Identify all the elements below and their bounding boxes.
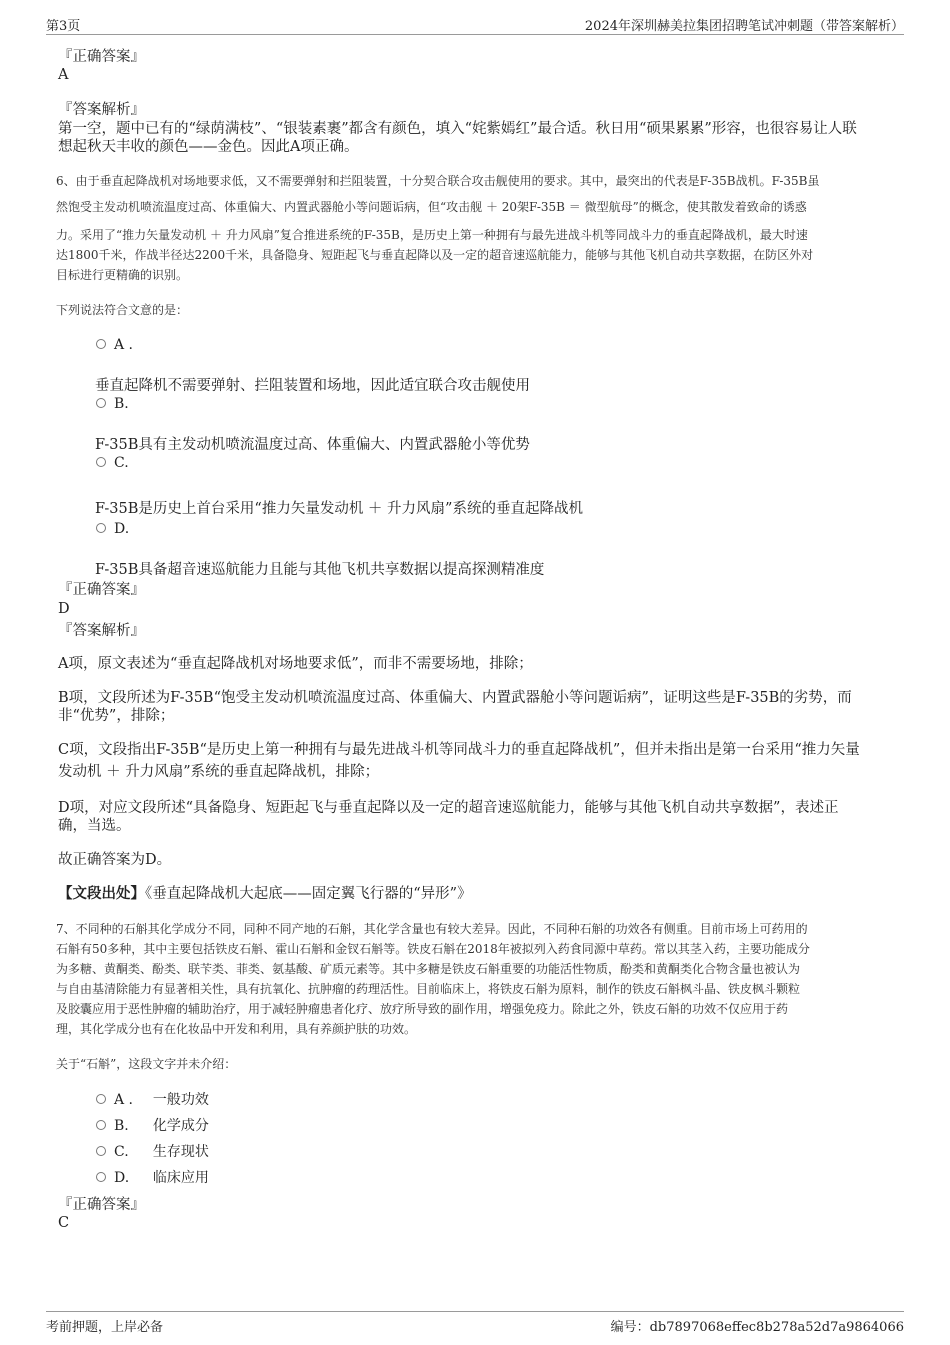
page-number: 第3页 bbox=[46, 19, 81, 34]
option-b[interactable] bbox=[96, 1115, 209, 1135]
option-text: F-35B具备超音速巡航能力且能与其他飞机共享数据以提高探测精准度 bbox=[95, 562, 545, 578]
option-d[interactable] bbox=[96, 1167, 209, 1187]
analysis-line: A项，原文表述为“垂直起降战机对场地要求低”，而非不需要场地，排除； bbox=[58, 656, 533, 672]
analysis-line: 非“优势”，排除； bbox=[58, 708, 175, 724]
document-code: 编号：db7897068effec8b278a52d7a9864066 bbox=[610, 1320, 904, 1335]
analysis-line: 想起秋天丰收的颜色——金色。因此A项正确。 bbox=[58, 139, 359, 155]
radio-icon[interactable] bbox=[96, 1094, 106, 1104]
radio-icon[interactable] bbox=[96, 1172, 106, 1182]
analysis-line: 确，当选。 bbox=[58, 818, 131, 834]
option-text: F-35B是历史上首台采用“推力矢量发动机 ＋ 升力风扇”系统的垂直起降战机 bbox=[95, 501, 583, 517]
radio-icon[interactable] bbox=[96, 457, 106, 467]
radio-icon[interactable] bbox=[96, 1146, 106, 1156]
analysis-line: C项，文段指出F-35B“是历史上第一种拥有与最先进战斗机等同战斗力的垂直起降战机”，但并未指出是第一台采用“推力矢量 bbox=[58, 742, 860, 758]
answer-heading: 『正确答案』 bbox=[58, 582, 145, 598]
passage-line: 7、不同种的石斛其化学成分不同，同种不同产地的石斛，其化学含量也有较大差异。因此，不同种石斛的功效各有侧重。目前市场上可药用的 bbox=[56, 922, 808, 936]
option-text: 一般功效 bbox=[152, 1092, 209, 1108]
passage-line: 理，其化学成分也有在化妆品中开发和利用，具有养颜护肤的功效。 bbox=[56, 1022, 417, 1036]
radio-icon[interactable] bbox=[96, 339, 106, 349]
passage-line: 目标进行更精确的识别。 bbox=[56, 268, 189, 282]
answer-value: D bbox=[58, 601, 70, 617]
option-text: 垂直起降机不需要弹射、拦阻装置和场地，因此适宜联合攻击舰使用 bbox=[95, 378, 530, 394]
option-c[interactable] bbox=[96, 455, 129, 471]
analysis-line: 发动机 ＋ 升力风扇”系统的垂直起降战机，排除； bbox=[58, 764, 380, 780]
source-line bbox=[58, 885, 472, 903]
option-label: C. bbox=[114, 455, 129, 471]
page-footer bbox=[46, 1311, 904, 1336]
option-a[interactable] bbox=[96, 1089, 209, 1109]
analysis-line: 第一空，题中已有的“绿荫满枝”、“银装素裹”都含有颜色，填入“姹紫嫣红”最合适。秋日用“硕果累累”形容，也很容易让人联 bbox=[58, 121, 857, 137]
answer-heading: 『正确答案』 bbox=[58, 1197, 145, 1213]
passage-line: 力。采用了“推力矢量发动机 ＋ 升力风扇”复合推进系统的F-35B，是历史上第一种拥有与最先进战斗机等同战斗力的垂直起降战机，最大时速 bbox=[56, 228, 808, 242]
option-d[interactable] bbox=[96, 521, 129, 537]
answer-value: A bbox=[58, 67, 69, 83]
option-label: A . bbox=[114, 1092, 134, 1108]
option-text: 生存现状 bbox=[152, 1144, 209, 1160]
passage-line: 6、由于垂直起降战机对场地要求低，又不需要弹射和拦阻装置，十分契合联合攻击舰使用的要求。其中，最突出的代表是F-35B战机。F-35B虽 bbox=[56, 174, 820, 188]
radio-icon[interactable] bbox=[96, 523, 106, 533]
option-a[interactable] bbox=[96, 337, 133, 353]
option-label: D. bbox=[114, 1170, 130, 1186]
option-label: D. bbox=[114, 521, 130, 537]
analysis-line: D项，对应文段所述“具备隐身、短距起飞与垂直起降以及一定的超音速巡航能力，能够与其他飞机自动共享数据”，表述正 bbox=[58, 800, 839, 816]
source-label: 【文段出处】 bbox=[58, 885, 145, 902]
passage-line: 及胶囊应用于恶性肿瘤的辅助治疗，用于减轻肿瘤患者化疗、放疗所导致的副作用，增强免疫力。除此之外，铁皮石斛的功效不仅应用于药 bbox=[56, 1002, 789, 1016]
passage-line: 然饱受主发动机喷流温度过高、体重偏大、内置武器舱小等问题诟病，但“攻击舰 ＋ 20架F-35B ＝ 微型航母”的概念，使其散发着致命的诱惑 bbox=[56, 200, 807, 214]
option-label: C. bbox=[114, 1144, 129, 1160]
question-prompt: 关于“石斛”，这段文字并未介绍： bbox=[56, 1057, 237, 1071]
answer-value: C bbox=[58, 1215, 70, 1231]
analysis-heading: 『答案解析』 bbox=[58, 623, 145, 639]
option-label: B. bbox=[114, 1118, 129, 1134]
passage-line: 石斛有50多种，其中主要包括铁皮石斛、霍山石斛和金钗石斛等。铁皮石斛在2018年被拟列入药食同源中草药。常以其茎入药，主要功能成分 bbox=[56, 942, 810, 956]
document-title: 2024年深圳赫美拉集团招聘笔试冲刺题（带答案解析） bbox=[584, 19, 904, 34]
analysis-line: 故正确答案为D。 bbox=[58, 852, 172, 868]
option-label: B. bbox=[114, 396, 129, 412]
passage-line: 达1800千米，作战半径达2200千米，具备隐身、短距起飞与垂直起降以及一定的超音速巡航能力，能够与其他飞机自动共享数据，在防区外对 bbox=[56, 248, 814, 262]
passage-line: 与自由基清除能力有显著相关性，具有抗氧化、抗肿瘤的药理活性。目前临床上，将铁皮石斛为原料，制作的铁皮石斛枫斗晶、铁皮枫斗颗粒 bbox=[56, 982, 801, 996]
radio-icon[interactable] bbox=[96, 1120, 106, 1130]
option-text: 化学成分 bbox=[152, 1118, 209, 1134]
option-label: A . bbox=[114, 337, 134, 353]
question-prompt: 下列说法符合文意的是： bbox=[56, 303, 189, 317]
passage-line: 为多糖、黄酮类、酚类、联苄类、菲类、氨基酸、矿质元素等。其中多糖是铁皮石斛重要的功能活性物质，酚类和黄酮类化合物含量也被认为 bbox=[56, 962, 801, 976]
answer-heading: 『正确答案』 bbox=[58, 49, 145, 65]
source-text: 《垂直起降战机大起底——固定翼飞行器的“异形”》 bbox=[145, 886, 472, 902]
option-b[interactable] bbox=[96, 396, 129, 412]
radio-icon[interactable] bbox=[96, 398, 106, 408]
page-header bbox=[46, 12, 904, 35]
analysis-line: B项，文段所述为F-35B“饱受主发动机喷流温度过高、体重偏大、内置武器舱小等问题诟病”，证明这些是F-35B的劣势，而 bbox=[58, 690, 852, 706]
option-text: 临床应用 bbox=[152, 1170, 209, 1186]
option-text: F-35B具有主发动机喷流温度过高、体重偏大、内置武器舱小等优势 bbox=[95, 437, 530, 453]
footer-slogan: 考前押题，上岸必备 bbox=[46, 1320, 164, 1335]
analysis-heading: 『答案解析』 bbox=[58, 102, 145, 118]
option-c[interactable] bbox=[96, 1141, 209, 1161]
